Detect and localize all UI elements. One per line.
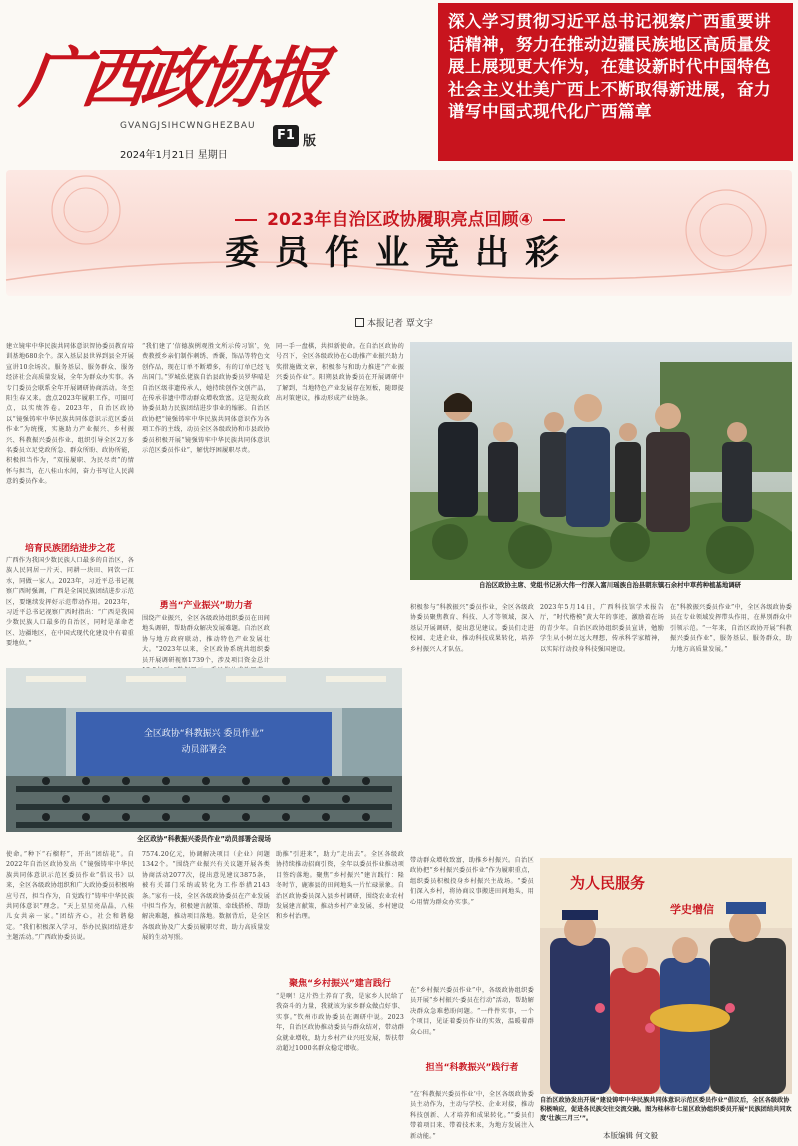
article-column-11: 7574.20亿元，协调解决项目（企业）问题1342个。“围绕产业振兴有关议题开展各类协商活动2077次，提出意见建议3875条，被有关部门采纳或转化为工作举措2143条。”家有一技，全区各级政协委员在产业发展中担当作为，积极建言献策、牵线搭桥、帮助解决难题，推动项目落地。数据背后，是全区各级政协及广大委员履职尽责、助力高质量发展的生动写照。 [142,851,271,942]
article-column-9: 在“科教振兴委员作业”中，全区各级政协委员在专业领域发挥带头作用，在界别群众中引领示范。“一年来，自治区政协开展“科教振兴委员作业”，服务基层、服务群众，助力地方高质量发展。” [670,604,792,653]
section-heading-unity: 培育民族团结进步之花 [24,544,115,554]
edition-suffix: 版 [303,134,317,149]
article-column-2: 广西作为我国少数民族人口最多的自治区，各族人民同居一片天、同耕一块田、同饮一江水，同做一家人。2023年，习近平总书记视察广西时强调，广西是全国民族团结进步示范区，要继续发挥好示范带动作用。2023年，习近平总书记视察广西时指出：“广西是我国少数民族人口最多的自治区，同时是革命老区、边疆地区，在中国式现代化建设中有着重要地位。” [6,557,134,648]
page-editor: 本版编辑 何文毅 [603,1131,658,1140]
article-column-14: 在“乡村振兴委员作业”中，各级政协组织委员开展“乡村振兴·委员在行动”活动，帮助解决群众急难愁盼问题。“一件件实事，一个个项目，见证着委员作业的实效，温暖着群众心田。” [410,987,534,1036]
festival-image-icon [540,858,792,1094]
square-icon [355,318,364,327]
meeting-photo-caption: 全区政协“科教振兴委员作业”动员部署会现场 [137,835,271,843]
section-heading-rural: 聚焦“乡村振兴”建言践行 [289,979,391,989]
inspection-photo-caption: 自治区政协主席、党组书记孙大伟一行深入富川瑶族自治县朝东镇石余村中草药种植基地调研 [478,581,741,589]
masthead-pinyin: GVANGJSIHCWNGHEZBAU [120,121,256,131]
festival-slogan-sign: 为人民服务 [570,874,646,892]
article-column-13: 带动群众增收致富，助推乡村振兴。自治区政协把“乡村振兴委员作业”作为履职重点，组织委员积极投身乡村振兴主战场。“委员们深入乡村，将协商议事搬进田间地头，用心用情为群众办实事。” [410,857,534,906]
meeting-screen-title: 全区政协“科教振兴 委员作业” [143,729,265,739]
festival-photo [540,858,792,1094]
article-column-8: 2023年5月14日，广西科技馆学术报告厅，“时代楷模”黄大年的事迹，激励着在场的青少年。自治区政协组织委员宣讲，勉励学生从小树立远大理想，传承科学家精神，以实际行动投身科技强国建设。 [540,604,664,653]
festival-slogan-sign-2: 学史增信 [670,903,714,916]
section-heading-science: 担当“科教振兴”践行者 [425,1063,519,1073]
article-column-1: 建立镜牢中华民族共同体意识智协委员教育培训基地680余个。深入基层县世界到县全开展宣讲10余场次。服务基层、服务群众、服务经济社会高质量发展，全年为群众办实事。各专门委员会联系全年开展调研协商活动。冬至阳生春又来。盘点2023年履职工作，可圈可点，以实绩答卷。2023年，自治区政协以“镜强铸牢中华民族共同体意识示范区委员作业”为统揽，实施助力产业振兴、乡村振兴、科教振兴委员作业，组织引导全区2万多名委员立足党政所急、群众所盼、政协所能，积极担当作为，“双报履职、为民尽责”的情怀与担当，在八桂山水间，奋力书写让人民满意的委员作业。 [6,343,134,486]
article-column-5: 同一手一盘棋，共担新使命。在自治区政协的号召下，全区各级政协在心助推产业振兴助力奖措施做文章，积极参与和助力推进“产业振兴委员作业”。阳朔县政协委员在开展调研中了解到，当地特色产业发展存在短板，随即提出对策建议，推动形成产业链条。 [276,343,404,403]
issue-date: 2024年1月21日 星期日 [120,150,228,161]
inspection-photo [410,342,792,580]
series-title: 委员作业竞出彩 [225,233,575,273]
masthead-brand: 广西政协报 [16,39,328,117]
headline-banner: 深入学习贯彻习近平总书记视察广西重要讲话精神，努力在推动边疆民族地区高质量发展上展现更大作为，在建设新时代中国特色社会主义壮美广西上不断取得新进展，奋力谱写中国式现代化广西篇章 [438,3,793,161]
article-column-10: 使命。”种下“石榴籽”，开出“团结花”。自2022年自治区政协发出《“镜强铸牢中华民族共同体意识示范区委员作业”倡议书》以来，全区各级政协组织和广大政协委员积极响应号召，担当作为，自觉践行“铸牢中华民族共同体意识”理念。“天上星星亮晶晶，八桂儿女共亲一家。”团结齐心，社会和谐稳定。“我们积极深入学习，举办民族团结进步主题活动。”广西政协委员说。 [6,851,134,942]
article-column-7: 积极参与“科教振兴”委员作业，全区各级政协委员聚焦教育、科技、人才等领域，深入基层开展调研，提出意见建议。委员们走进校园、走进企业，推动科技成果转化，培养乡村振兴人才队伍。 [410,604,534,653]
inspection-image-icon [410,342,792,580]
article-column-3: “我们建了‘信德族例观胜文所示传习馆’，免费教授乡亲们制作刺绣、香囊，饰品等特色文创作品，现在订单不断增多，有的订单已经飞出国门。”罗城仫佬族自治县政协委员罗华晴是自治区级非遗传承人，她持续创作文创产品，在传承非遗中带动群众增收致富。这是现众政协委员助力民族团结进步事业的缩影。自治区政协把“镜强铸牢中华民族共同体意识作为各项工作的主线，动员全区各级政协和市县政协委员积极开展“镜强铸牢中华民族共同体意识示范区委员作业”，解忧纾困履职尽责。 [142,343,271,455]
article-column-15: “在‘科教振兴委员作业’中，全区各级政协委员主动作为，主动与学校、企业对接，推动科技创新、人才培养和成果转化。”“委员们带着项目来、带着技术来，为地方发展注入新动能。” [410,1091,534,1140]
article-column-6: “是啊！这片热土养育了我，是家乡人民给了我奋斗的力量，我就该为家乡群众做点好事、实事。”钦州市政协委员在调研中说。2023年，自治区政协推动委员与群众结对，带动群众就业增收，助力乡村产业兴旺发展，帮扶带动超过1000名群众稳定增收。 [276,993,404,1053]
byline [355,316,433,329]
festival-photo-caption: 自治区政协发出开展“建设铸牢中华民族共同体意识示范区委员作业”倡议后，全区各级政协积极响应，促进各民族交往交流交融。图为桂林市七星区政协组织委员开展“民族团结共同欢度‘壮族三月三’”。 [540,1097,792,1122]
section-heading-industry: 勇当“产业振兴”助力者 [159,601,253,611]
byline-text: 本报记者 覃文宇 [367,319,433,329]
article-column-12: 助推“引进来”，助力“走出去”。全区各级政协持续推动招商引资，全年以委员作业推动项目签约落地。聚焦“乡村振兴”建言践行：隆冬时节，鹿寨县的田间地头一片忙碌景象。自治区政协委员深入县乡村调研，围绕农业农村发展建言献策，推动乡村产业发展、乡村建设和乡村治理。 [276,851,404,921]
article-column-4: 围绕产业振兴，全区各级政协组织委员在田间地头调研，帮助群众解决发展难题。自治区政协与地方政府联动，推动特色产业发展壮大。“2023年以来，全区政协系统共组织委员开展调研视察1739个，涉及项目资金总计 [142,615,270,664]
edition-badge: F1 [273,125,299,147]
meeting-photo [6,668,402,832]
meeting-screen-subtitle: 动员部署会 [181,745,227,755]
meeting-hall-image-icon [6,668,402,832]
series-label: 2023年自治区政协履职亮点回顾④ [180,205,620,230]
